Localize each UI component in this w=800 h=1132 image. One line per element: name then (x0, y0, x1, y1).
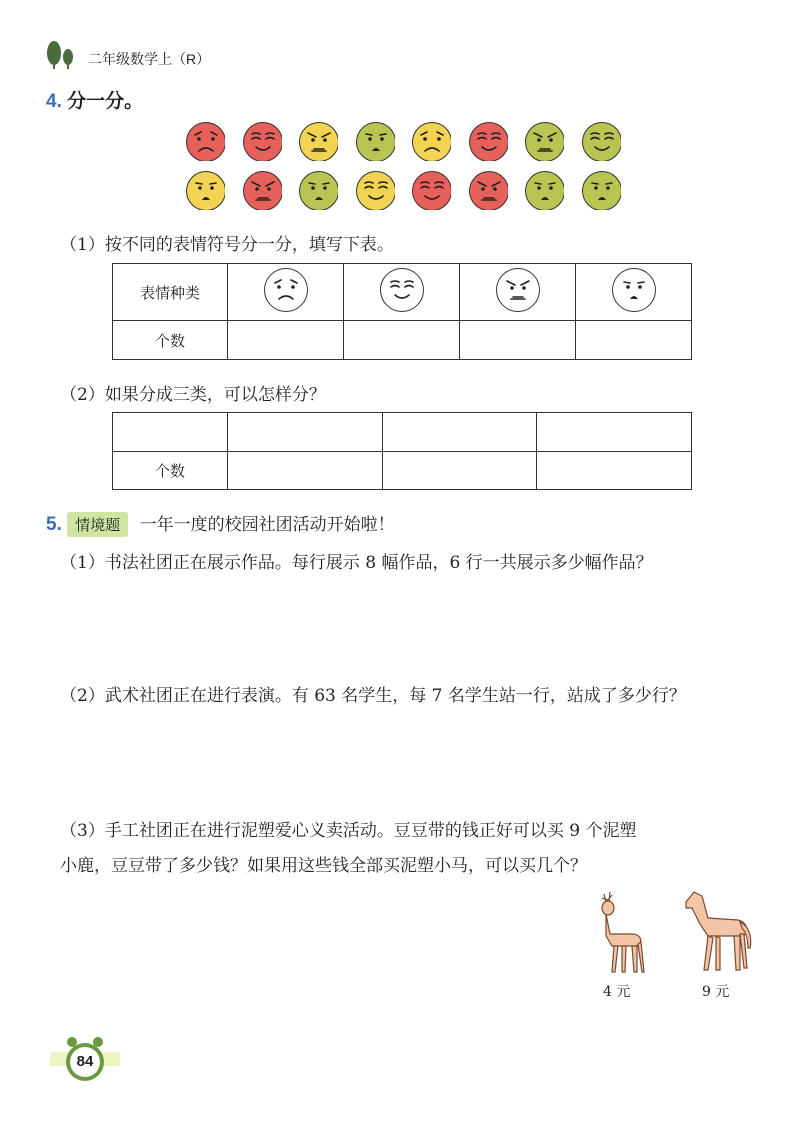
q5-part2: （2）武术社团正在进行表演。有 63 名学生，每 7 名学生站一行，站成了多少行？ (60, 686, 686, 706)
sad-face-icon (263, 267, 309, 313)
q5-part3-line1: （3）手工社团正在进行泥塑爱心义卖活动。豆豆带的钱正好可以买 9 个泥塑 (60, 821, 637, 841)
question-5-title (46, 510, 395, 537)
smile-face-icon (379, 267, 425, 313)
surprised-face-icon (298, 170, 338, 210)
table1-face-cell (460, 264, 576, 321)
smile-face-icon (411, 170, 451, 210)
horse-price: 9 元 (702, 984, 730, 1000)
table1-count-cell[interactable] (576, 321, 692, 360)
table2-category-cell[interactable] (382, 413, 537, 452)
smile-face-icon (242, 121, 282, 161)
angry-face-icon (242, 170, 282, 210)
q5-part3-line2: 小鹿，豆豆带了多少钱？如果用这些钱全部买泥塑小马，可以买几个？ (60, 856, 587, 876)
page-number: 84 (76, 1053, 94, 1070)
table2-count-cell[interactable] (228, 452, 383, 490)
table1-face-cell (576, 264, 692, 321)
question-5-intro: 一年一度的校园社团活动开始啦！ (139, 515, 395, 535)
table1-face-cell (344, 264, 460, 321)
three-group-table (112, 412, 692, 490)
q4-part1: （1）按不同的表情符号分一分，填写下表。 (60, 235, 394, 255)
angry-face-icon (524, 121, 564, 161)
table2-count-cell[interactable] (537, 452, 692, 490)
angry-face-icon (468, 170, 508, 210)
smile-face-icon (581, 121, 621, 161)
table2-count-label: 个数 (113, 452, 228, 490)
table1-header-label: 表情种类 (113, 264, 228, 321)
q5-part1: （1）书法社团正在展示作品。每行展示 8 幅作品，6 行一共展示多少幅作品？ (60, 553, 653, 573)
table1-count-cell[interactable] (228, 321, 344, 360)
context-question-tag: 情境题 (67, 512, 128, 537)
clay-horse-icon (680, 888, 754, 974)
surprised-face-icon (185, 170, 225, 210)
smile-face-icon (468, 121, 508, 161)
question-4-number: 4. (46, 91, 62, 112)
tree-logo-icon (44, 40, 80, 70)
surprised-face-icon (355, 121, 395, 161)
emoji-count-table (112, 263, 692, 360)
table1-count-cell[interactable] (460, 321, 576, 360)
q4-part2: （2）如果分成三类，可以怎样分？ (60, 385, 326, 405)
table2-category-cell[interactable] (113, 413, 228, 452)
angry-face-icon (298, 121, 338, 161)
question-4-title (46, 86, 143, 113)
smile-face-icon (355, 170, 395, 210)
table2-category-cell[interactable] (537, 413, 692, 452)
table2-count-cell[interactable] (382, 452, 537, 490)
deer-price: 4 元 (603, 984, 631, 1000)
sad-face-icon (411, 121, 451, 161)
surprised-face-icon (581, 170, 621, 210)
clay-deer-icon (592, 890, 648, 976)
book-title: 二年级数学上（R） (88, 51, 211, 67)
angry-face-icon (495, 267, 541, 313)
table1-count-label: 个数 (113, 321, 228, 360)
table1-count-cell[interactable] (344, 321, 460, 360)
table2-category-cell[interactable] (228, 413, 383, 452)
table1-face-cell (228, 264, 344, 321)
question-5-number: 5. (46, 514, 62, 535)
question-4-text: 分一分。 (67, 91, 144, 112)
sad-face-icon (185, 121, 225, 161)
surprised-face-icon (611, 267, 657, 313)
surprised-face-icon (524, 170, 564, 210)
